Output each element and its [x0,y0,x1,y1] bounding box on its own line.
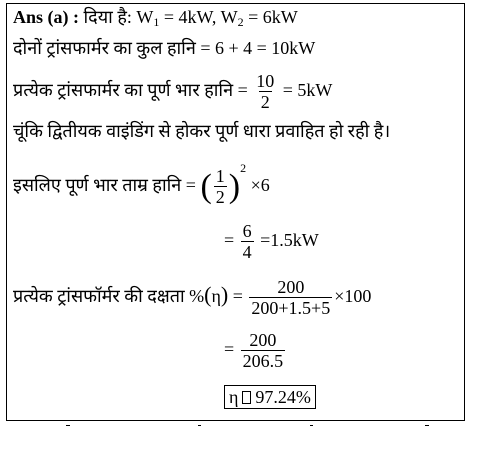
answer-label: Ans (a) : [13,7,79,27]
eta-symbol: η [229,387,239,407]
denominator: 2 [260,92,270,113]
cutoff-mark [310,425,313,426]
multiplier: ×100 [334,286,372,306]
final-answer-line [224,386,316,408]
right-paren: ) [228,167,241,205]
numerator: 1 [215,166,225,187]
efficiency-step-line [224,326,287,372]
fraction-6-over-4 [241,221,254,262]
numerator: 200 [249,330,277,351]
cutoff-mark [66,425,70,426]
efficiency-value: 97.24% [255,387,311,407]
copper-loss-line [13,150,270,215]
w2-value: = 6kW [248,7,298,27]
total-loss-line: दोनों ट्रांसफार्मर का कुल हानि = 6 + 4 = 10kW [13,38,316,58]
multiplier: ×6 [250,175,270,195]
efficiency-label: प्रत्येक ट्रांसफॉर्मर की दक्षता % [13,286,205,306]
given-label: दिया है: [83,7,132,27]
full-load-loss-label: प्रत्येक ट्रांसफार्मर का पूर्ण भार हानि = [13,80,248,100]
exponent: 2 [240,161,247,175]
eta-symbol: η [211,286,221,306]
fraction-1-over-2 [214,166,227,207]
copper-loss-label: इसलिए पूर्ण भार ताम्र हानि = [13,175,196,195]
w1-symbol: $W_1$ [136,7,160,29]
final-answer-box [224,385,316,409]
denominator: 4 [242,242,252,263]
numerator: 10 [256,71,275,92]
denominator: 200+1.5+5 [251,298,331,319]
equals: = [232,286,243,306]
full-load-loss-line [13,68,332,112]
efficiency-fraction [249,277,332,318]
left-paren: ( [204,282,212,307]
fraction-200-over-206-5 [241,330,286,371]
given-line [13,6,298,33]
numerator: 200 [277,277,305,298]
copper-loss-result-line [224,218,319,262]
right-paren: ) [220,282,229,307]
denominator: 2 [215,187,225,208]
left-paren: ( [200,167,212,205]
missing-glyph-icon [242,391,251,404]
w2-symbol: $W_2$ [220,7,244,29]
denominator: 206.5 [242,351,284,372]
reason-line: चूंकि द्वितीयक वाइंडिंग से होकर पूर्ण धारा प्रवाहित हो रही है। [13,121,391,141]
result: = 5kW [282,80,333,100]
numerator: 6 [242,221,252,242]
cutoff-mark [198,425,201,426]
efficiency-line [13,272,371,319]
equals: = [224,339,235,359]
w1-value: = 4kW, [163,7,217,27]
fraction-10-over-2 [254,71,276,112]
equals: = [224,230,235,250]
result: =1.5kW [260,230,319,250]
cutoff-mark [425,425,429,426]
